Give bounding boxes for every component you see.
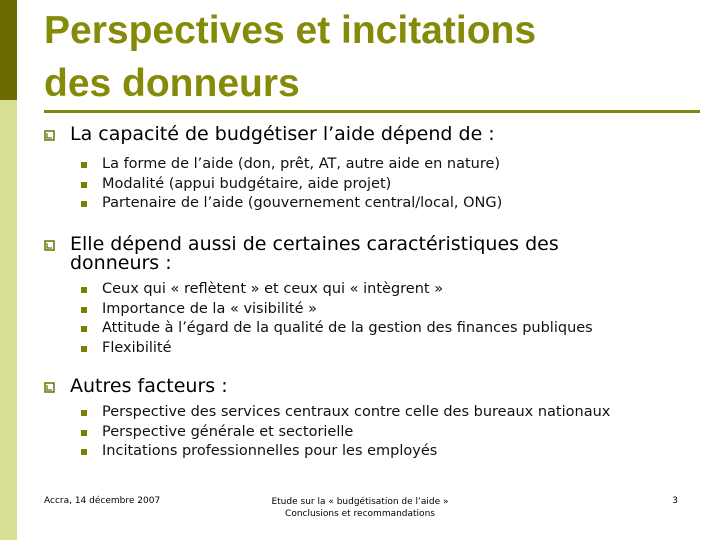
hollow-square-bullet-icon	[44, 240, 56, 252]
footer-center-line-2: Conclusions et recommandations	[285, 509, 435, 519]
sub-bullet-text: Importance de la « visibilité »	[102, 300, 318, 317]
sub-bullet-list	[44, 403, 610, 462]
sub-bullet-text: Incitations professionnelles pour les employés	[102, 443, 438, 459]
level1-text: La capacité de budgétiser l’aide dépend de :	[70, 123, 495, 145]
sub-bullet-list	[44, 155, 502, 214]
sub-bullet-item	[44, 155, 502, 175]
level1-bullet	[44, 377, 610, 396]
sidebar-accent-dark	[0, 0, 17, 100]
filled-square-bullet-icon	[81, 287, 87, 293]
title-line-1: Perspectives et incitations	[44, 9, 537, 52]
sub-bullet-item	[44, 300, 593, 320]
sub-bullet-item	[44, 423, 610, 443]
level1-text: Elle dépend aussi de certaines caractéristiques des	[70, 233, 559, 255]
sub-bullet-text: Partenaire de l’aide (gouvernement central/local, ONG)	[102, 195, 503, 211]
filled-square-bullet-icon	[81, 201, 87, 207]
slide-title	[44, 4, 704, 110]
hollow-square-bullet-icon	[44, 382, 56, 394]
sub-bullet-text: Attitude à l’égard de la qualité de la gestion des finances publiques	[102, 320, 593, 336]
level1-text: Autres facteurs :	[70, 375, 228, 397]
filled-square-bullet-icon	[81, 307, 87, 313]
sidebar-accent-light	[0, 100, 17, 540]
sub-bullet-item	[44, 403, 610, 423]
bullet-section-2	[44, 235, 593, 358]
filled-square-bullet-icon	[81, 182, 87, 188]
bullet-section-3	[44, 377, 610, 462]
level1-bullet	[44, 235, 593, 273]
page-number: 3	[672, 496, 678, 506]
sub-bullet-text: La forme de l’aide (don, prêt, AT, autre aide en nature)	[102, 156, 501, 172]
filled-square-bullet-icon	[81, 162, 87, 168]
sub-bullet-item	[44, 442, 610, 462]
filled-square-bullet-icon	[81, 326, 87, 332]
sub-bullet-item	[44, 194, 502, 214]
sub-bullet-text: Perspective générale et sectorielle	[102, 423, 354, 440]
sub-bullet-item	[44, 319, 593, 339]
sub-bullet-list	[44, 280, 593, 358]
sub-bullet-text: Ceux qui « reflètent » et ceux qui « intègrent »	[102, 281, 444, 297]
sub-bullet-text: Perspective des services centraux contre celle des bureaux nationaux	[102, 404, 611, 420]
level1-bullet	[44, 125, 502, 144]
sub-bullet-item	[44, 175, 502, 195]
sub-bullet-text: Modalité (appui budgétaire, aide projet)	[102, 175, 392, 192]
filled-square-bullet-icon	[81, 449, 87, 455]
level1-text-continued: donneurs :	[70, 252, 172, 274]
title-line-2: des donneurs	[44, 62, 300, 105]
filled-square-bullet-icon	[81, 410, 87, 416]
footer-study-title	[230, 496, 490, 520]
footer-center-line-1: Etude sur la « budgétisation de l’aide »	[271, 497, 449, 507]
title-divider	[44, 110, 700, 113]
sub-bullet-item	[44, 339, 593, 359]
bullet-section-1	[44, 125, 502, 214]
sub-bullet-item	[44, 280, 593, 300]
sub-bullet-text: Flexibilité	[102, 339, 172, 356]
footer-date: Accra, 14 décembre 2007	[44, 496, 161, 506]
filled-square-bullet-icon	[81, 430, 87, 436]
hollow-square-bullet-icon	[44, 130, 56, 142]
filled-square-bullet-icon	[81, 346, 87, 352]
